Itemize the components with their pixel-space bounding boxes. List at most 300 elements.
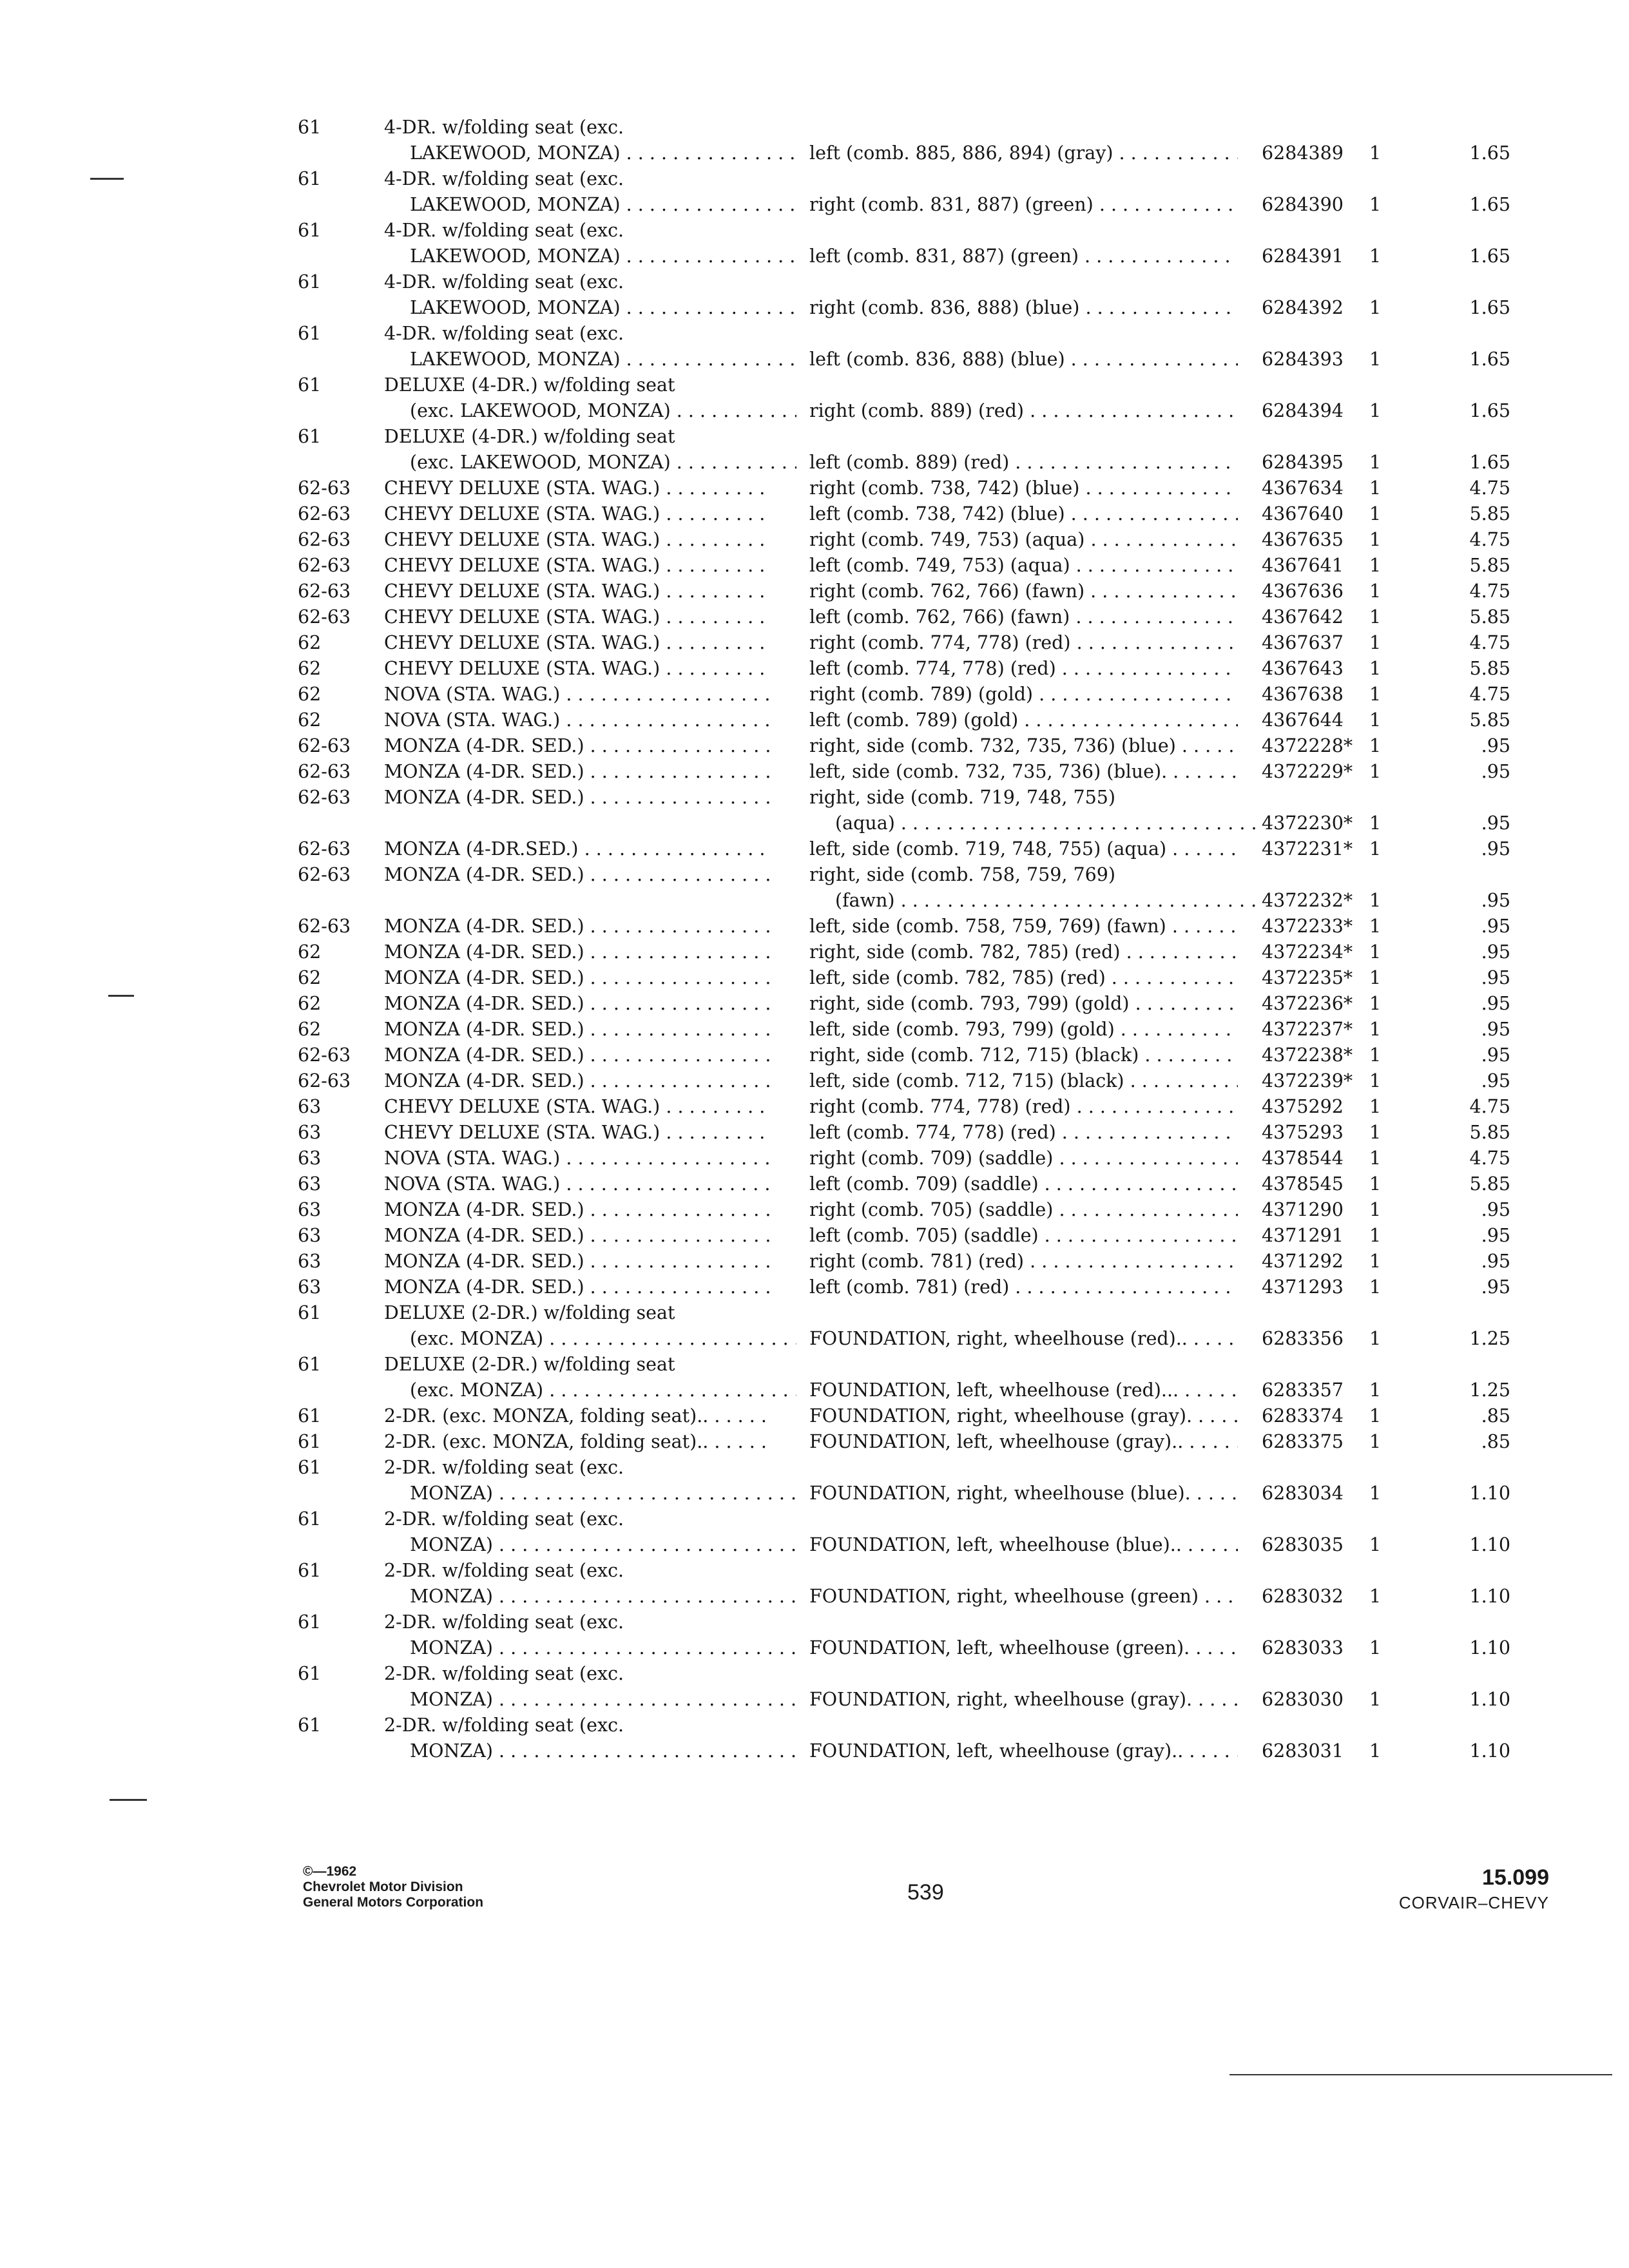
part-description: right, side (comb. 758, 759, 769) bbox=[809, 864, 1115, 885]
model-description: MONZA (4-DR. SED.) . . . bbox=[384, 1043, 771, 1068]
model-description: CHEVY DELUXE (STA. WAG.) . . . bbox=[384, 630, 771, 656]
model-year: 63 bbox=[298, 1096, 322, 1117]
model-year: 62-63 bbox=[298, 1070, 351, 1091]
price: .85 bbox=[1481, 1431, 1510, 1452]
model-year: 61 bbox=[298, 1508, 322, 1530]
model-description: 4-DR. w/folding seat (exc. bbox=[384, 220, 624, 241]
part-description: left (comb. 831, 887) (green) . . . bbox=[809, 244, 1238, 269]
model-year: 62 bbox=[298, 993, 322, 1014]
price: .95 bbox=[1481, 941, 1510, 963]
part-description: FOUNDATION, right, wheelhouse (gray). . . . bbox=[809, 1403, 1238, 1429]
part-description: right (comb. 781) (red) . . . bbox=[809, 1249, 1238, 1274]
part-number: 4367642 bbox=[1262, 606, 1344, 628]
part-number: 6283035 bbox=[1262, 1534, 1344, 1555]
part-number: 4372233* bbox=[1262, 916, 1353, 937]
price: 1.10 bbox=[1469, 1637, 1510, 1658]
part-description: right, side (comb. 782, 785) (red) . . . bbox=[809, 939, 1238, 965]
part-description: left (comb. 774, 778) (red) . . . bbox=[809, 656, 1238, 682]
model-year: 62-63 bbox=[298, 1044, 351, 1066]
part-description: left (comb. 762, 766) (fawn) . . . bbox=[809, 604, 1238, 630]
quantity: 1 bbox=[1369, 709, 1382, 731]
quantity: 1 bbox=[1369, 1379, 1382, 1401]
part-number: 4371293 bbox=[1262, 1276, 1344, 1298]
model-description: 4-DR. w/folding seat (exc. bbox=[384, 117, 624, 138]
price: .95 bbox=[1481, 812, 1510, 834]
model-year: 61 bbox=[298, 323, 322, 344]
model-description: MONZA (4-DR. SED.) . . . bbox=[384, 914, 771, 939]
model-description: CHEVY DELUXE (STA. WAG.) . . . bbox=[384, 553, 771, 579]
part-description: left, side (comb. 758, 759, 769) (fawn) . . . bbox=[809, 914, 1238, 939]
part-number: 4372235* bbox=[1262, 967, 1353, 988]
model-description: NOVA (STA. WAG.) . . . bbox=[384, 1146, 771, 1171]
table-row bbox=[0, 218, 1629, 269]
price: 4.75 bbox=[1469, 529, 1510, 550]
table-row bbox=[0, 1171, 1629, 1197]
price: .95 bbox=[1481, 735, 1510, 756]
part-description: right, side (comb. 793, 799) (gold) . . . bbox=[809, 991, 1238, 1017]
part-number: 4375293 bbox=[1262, 1122, 1344, 1143]
price: .95 bbox=[1481, 1225, 1510, 1246]
quantity: 1 bbox=[1369, 1637, 1382, 1658]
table-row bbox=[0, 1223, 1629, 1249]
model-description: MONZA) . . . bbox=[384, 1532, 796, 1558]
price: 1.65 bbox=[1469, 194, 1510, 215]
model-description: MONZA (4-DR. SED.) . . . bbox=[384, 785, 771, 811]
price: 1.65 bbox=[1469, 245, 1510, 267]
quantity: 1 bbox=[1369, 245, 1382, 267]
model-description: MONZA) . . . bbox=[384, 1738, 796, 1764]
table-row bbox=[0, 1352, 1629, 1403]
price: .95 bbox=[1481, 890, 1510, 911]
table-row bbox=[0, 1249, 1629, 1274]
part-number: 6283375 bbox=[1262, 1431, 1344, 1452]
model-description: MONZA (4-DR. SED.) . . . bbox=[384, 1249, 771, 1274]
part-description: left, side (comb. 732, 735, 736) (blue). . . . bbox=[809, 759, 1238, 785]
quantity: 1 bbox=[1369, 1019, 1382, 1040]
model-description: MONZA (4-DR. SED.) . . . bbox=[384, 1274, 771, 1300]
model-description: MONZA) . . . bbox=[384, 1687, 796, 1713]
part-description: left (comb. 885, 886, 894) (gray) . . . bbox=[809, 140, 1238, 166]
model-description: 2-DR. w/folding seat (exc. bbox=[384, 1611, 624, 1633]
table-row bbox=[0, 682, 1629, 707]
table-row bbox=[0, 115, 1629, 166]
part-description: left, side (comb. 793, 799) (gold) . . . bbox=[809, 1017, 1238, 1043]
model-year: 63 bbox=[298, 1148, 322, 1169]
quantity: 1 bbox=[1369, 1096, 1382, 1117]
corporation-line: General Motors Corporation bbox=[303, 1895, 484, 1910]
quantity: 1 bbox=[1369, 632, 1382, 653]
part-number: 4371292 bbox=[1262, 1251, 1344, 1272]
table-row bbox=[0, 836, 1629, 862]
table-row bbox=[0, 785, 1629, 836]
part-description: right (comb. 762, 766) (fawn) . . . bbox=[809, 579, 1238, 604]
part-description: right (comb. 709) (saddle) . . . bbox=[809, 1146, 1238, 1171]
table-row bbox=[0, 991, 1629, 1017]
part-number: 6284389 bbox=[1262, 142, 1344, 164]
model-description: 4-DR. w/folding seat (exc. bbox=[384, 168, 624, 189]
part-number: 4367643 bbox=[1262, 658, 1344, 679]
quantity: 1 bbox=[1369, 735, 1382, 756]
model-year: 62 bbox=[298, 941, 322, 963]
model-year: 63 bbox=[298, 1173, 322, 1195]
quantity: 1 bbox=[1369, 890, 1382, 911]
price: 1.10 bbox=[1469, 1586, 1510, 1607]
price: 5.85 bbox=[1469, 1173, 1510, 1195]
table-row bbox=[0, 1094, 1629, 1120]
table-row bbox=[0, 501, 1629, 527]
part-number: 4372238* bbox=[1262, 1044, 1353, 1066]
table-row bbox=[0, 579, 1629, 604]
model-year: 61 bbox=[298, 1354, 322, 1375]
scan-mark bbox=[108, 995, 134, 997]
part-number: 6284392 bbox=[1262, 297, 1344, 318]
price: 1.25 bbox=[1469, 1379, 1510, 1401]
part-number: 6283357 bbox=[1262, 1379, 1344, 1401]
price: .95 bbox=[1481, 993, 1510, 1014]
quantity: 1 bbox=[1369, 452, 1382, 473]
part-number: 4372228* bbox=[1262, 735, 1353, 756]
model-description: 2-DR. w/folding seat (exc. bbox=[384, 1560, 624, 1581]
quantity: 1 bbox=[1369, 658, 1382, 679]
table-row bbox=[0, 1661, 1629, 1713]
part-description: left, side (comb. 719, 748, 755) (aqua) . . . bbox=[809, 836, 1238, 862]
model-description: LAKEWOOD, MONZA) . . . bbox=[384, 244, 796, 269]
table-row bbox=[0, 1120, 1629, 1146]
table-row bbox=[0, 707, 1629, 733]
quantity: 1 bbox=[1369, 194, 1382, 215]
model-description: MONZA (4-DR. SED.) . . . bbox=[384, 733, 771, 759]
table-row bbox=[0, 553, 1629, 579]
model-year: 62-63 bbox=[298, 529, 351, 550]
quantity: 1 bbox=[1369, 993, 1382, 1014]
part-number: 4371290 bbox=[1262, 1199, 1344, 1220]
model-description: 2-DR. w/folding seat (exc. bbox=[384, 1663, 624, 1684]
quantity: 1 bbox=[1369, 142, 1382, 164]
table-row bbox=[0, 1713, 1629, 1764]
table-row bbox=[0, 862, 1629, 914]
part-number: 6284394 bbox=[1262, 400, 1344, 421]
part-description: FOUNDATION, left, wheelhouse (green). . . . bbox=[809, 1635, 1238, 1661]
part-description: right (comb. 774, 778) (red) . . . bbox=[809, 1094, 1238, 1120]
model-year: 61 bbox=[298, 374, 322, 396]
table-row bbox=[0, 604, 1629, 630]
quantity: 1 bbox=[1369, 1483, 1382, 1504]
part-number: 4372231* bbox=[1262, 838, 1353, 860]
part-description: right (comb. 831, 887) (green) . . . bbox=[809, 192, 1238, 218]
table-row bbox=[0, 965, 1629, 991]
price: .95 bbox=[1481, 761, 1510, 782]
price: 4.75 bbox=[1469, 1096, 1510, 1117]
price: 1.65 bbox=[1469, 297, 1510, 318]
model-description: NOVA (STA. WAG.) . . . bbox=[384, 707, 771, 733]
quantity: 1 bbox=[1369, 1251, 1382, 1272]
model-description: NOVA (STA. WAG.) . . . bbox=[384, 1171, 771, 1197]
table-row bbox=[0, 656, 1629, 682]
part-description: left, side (comb. 782, 785) (red) . . . bbox=[809, 965, 1238, 991]
quantity: 1 bbox=[1369, 297, 1382, 318]
part-number: 4372230* bbox=[1262, 812, 1353, 834]
part-description: right (comb. 836, 888) (blue) . . . bbox=[809, 295, 1238, 321]
quantity: 1 bbox=[1369, 1148, 1382, 1169]
table-row bbox=[0, 630, 1629, 656]
quantity: 1 bbox=[1369, 1689, 1382, 1710]
model-description: 2-DR. w/folding seat (exc. bbox=[384, 1508, 624, 1530]
part-number: 4367634 bbox=[1262, 477, 1344, 499]
model-year: 61 bbox=[298, 1431, 322, 1452]
model-year: 62-63 bbox=[298, 555, 351, 576]
part-number: 6284391 bbox=[1262, 245, 1344, 267]
part-number: 6283031 bbox=[1262, 1740, 1344, 1762]
model-year: 62-63 bbox=[298, 761, 351, 782]
part-description: FOUNDATION, right, wheelhouse (blue). . . . bbox=[809, 1481, 1238, 1506]
model-description: DELUXE (2-DR.) w/folding seat bbox=[384, 1354, 675, 1375]
part-number: 4372237* bbox=[1262, 1019, 1353, 1040]
price: 1.65 bbox=[1469, 400, 1510, 421]
model-year: 61 bbox=[298, 1560, 322, 1581]
price: 1.65 bbox=[1469, 142, 1510, 164]
model-year: 63 bbox=[298, 1199, 322, 1220]
model-year: 61 bbox=[298, 1611, 322, 1633]
quantity: 1 bbox=[1369, 812, 1382, 834]
table-row bbox=[0, 1146, 1629, 1171]
model-year: 63 bbox=[298, 1225, 322, 1246]
table-row bbox=[0, 424, 1629, 476]
model-description: MONZA (4-DR. SED.) . . . bbox=[384, 1017, 771, 1043]
model-description: MONZA) . . . bbox=[384, 1635, 796, 1661]
model-year: 61 bbox=[298, 1405, 322, 1427]
model-year: 61 bbox=[298, 1302, 322, 1323]
table-row bbox=[0, 1455, 1629, 1506]
table-row bbox=[0, 1300, 1629, 1352]
quantity: 1 bbox=[1369, 1431, 1382, 1452]
page-number: 539 bbox=[907, 1880, 944, 1905]
model-year: 62-63 bbox=[298, 735, 351, 756]
part-description: left (comb. 709) (saddle) . . . bbox=[809, 1171, 1238, 1197]
scan-mark bbox=[90, 178, 124, 180]
part-description: FOUNDATION, left, wheelhouse (gray).. . . . bbox=[809, 1429, 1238, 1455]
part-number: 6283356 bbox=[1262, 1328, 1344, 1349]
quantity: 1 bbox=[1369, 1173, 1382, 1195]
part-number: 4375292 bbox=[1262, 1096, 1344, 1117]
quantity: 1 bbox=[1369, 916, 1382, 937]
part-number: 4372234* bbox=[1262, 941, 1353, 963]
model-year: 63 bbox=[298, 1276, 322, 1298]
table-row bbox=[0, 1043, 1629, 1068]
price: 5.85 bbox=[1469, 658, 1510, 679]
price: 5.85 bbox=[1469, 709, 1510, 731]
model-description: MONZA) . . . bbox=[384, 1481, 796, 1506]
price: 1.10 bbox=[1469, 1534, 1510, 1555]
price: 4.75 bbox=[1469, 581, 1510, 602]
part-description: left (comb. 749, 753) (aqua) . . . bbox=[809, 553, 1238, 579]
model-description: (exc. MONZA) . . . bbox=[384, 1378, 796, 1403]
quantity: 1 bbox=[1369, 1044, 1382, 1066]
model-year: 61 bbox=[298, 271, 322, 293]
quantity: 1 bbox=[1369, 941, 1382, 963]
part-description: FOUNDATION, left, wheelhouse (blue).. . . . bbox=[809, 1532, 1238, 1558]
table-row bbox=[0, 759, 1629, 785]
model-description: (exc. LAKEWOOD, MONZA) . . . bbox=[384, 398, 796, 424]
part-number: 6284390 bbox=[1262, 194, 1344, 215]
model-year: 63 bbox=[298, 1251, 322, 1272]
model-description: CHEVY DELUXE (STA. WAG.) . . . bbox=[384, 579, 771, 604]
price: .85 bbox=[1481, 1405, 1510, 1427]
price: 4.75 bbox=[1469, 632, 1510, 653]
division-line: Chevrolet Motor Division bbox=[303, 1879, 463, 1894]
part-number: 4378544 bbox=[1262, 1148, 1344, 1169]
model-year: 62-63 bbox=[298, 864, 351, 885]
model-year: 62 bbox=[298, 658, 322, 679]
part-description: right (comb. 789) (gold) . . . bbox=[809, 682, 1238, 707]
quantity: 1 bbox=[1369, 1586, 1382, 1607]
quantity: 1 bbox=[1369, 1405, 1382, 1427]
part-description: (aqua) . . . bbox=[809, 811, 1264, 836]
table-row bbox=[0, 914, 1629, 939]
part-number: 4367638 bbox=[1262, 684, 1344, 705]
model-description: (exc. LAKEWOOD, MONZA) . . . bbox=[384, 450, 796, 476]
quantity: 1 bbox=[1369, 349, 1382, 370]
model-year: 62-63 bbox=[298, 916, 351, 937]
quantity: 1 bbox=[1369, 477, 1382, 499]
quantity: 1 bbox=[1369, 503, 1382, 524]
model-description: MONZA (4-DR. SED.) . . . bbox=[384, 862, 771, 888]
model-year: 62 bbox=[298, 684, 322, 705]
model-year: 62-63 bbox=[298, 606, 351, 628]
model-description: CHEVY DELUXE (STA. WAG.) . . . bbox=[384, 527, 771, 553]
part-number: 4372229* bbox=[1262, 761, 1353, 782]
quantity: 1 bbox=[1369, 1276, 1382, 1298]
price: .95 bbox=[1481, 838, 1510, 860]
price: 1.10 bbox=[1469, 1483, 1510, 1504]
part-number: 4371291 bbox=[1262, 1225, 1344, 1246]
table-row bbox=[0, 527, 1629, 553]
model-description: CHEVY DELUXE (STA. WAG.) . . . bbox=[384, 476, 771, 501]
model-description: LAKEWOOD, MONZA) . . . bbox=[384, 295, 796, 321]
price: 1.10 bbox=[1469, 1740, 1510, 1762]
part-description: left (comb. 705) (saddle) . . . bbox=[809, 1223, 1238, 1249]
part-description: left (comb. 781) (red) . . . bbox=[809, 1274, 1238, 1300]
model-year: 61 bbox=[298, 1663, 322, 1684]
part-description: left (comb. 789) (gold) . . . bbox=[809, 707, 1238, 733]
part-description: right (comb. 705) (saddle) . . . bbox=[809, 1197, 1238, 1223]
part-description: FOUNDATION, left, wheelhouse (red)... . . . bbox=[809, 1378, 1238, 1403]
price: 5.85 bbox=[1469, 555, 1510, 576]
part-number: 6284395 bbox=[1262, 452, 1344, 473]
model-description: CHEVY DELUXE (STA. WAG.) . . . bbox=[384, 1094, 771, 1120]
quantity: 1 bbox=[1369, 1199, 1382, 1220]
quantity: 1 bbox=[1369, 581, 1382, 602]
model-description: (exc. MONZA) . . . bbox=[384, 1326, 796, 1352]
price: .95 bbox=[1481, 1019, 1510, 1040]
model-description: DELUXE (4-DR.) w/folding seat bbox=[384, 426, 675, 447]
model-description: MONZA (4-DR.SED.) . . . bbox=[384, 836, 771, 862]
quantity: 1 bbox=[1369, 1328, 1382, 1349]
model-description: MONZA (4-DR. SED.) . . . bbox=[384, 939, 771, 965]
table-row bbox=[0, 269, 1629, 321]
model-description: MONZA) . . . bbox=[384, 1584, 796, 1610]
price: .95 bbox=[1481, 1199, 1510, 1220]
part-number: 6283034 bbox=[1262, 1483, 1344, 1504]
part-number: 4367637 bbox=[1262, 632, 1344, 653]
part-description: right, side (comb. 719, 748, 755) bbox=[809, 787, 1115, 808]
quantity: 1 bbox=[1369, 967, 1382, 988]
price: .95 bbox=[1481, 1070, 1510, 1091]
price: 5.85 bbox=[1469, 503, 1510, 524]
section-name: CORVAIR–CHEVY bbox=[1398, 1893, 1549, 1912]
table-row bbox=[0, 1429, 1629, 1455]
table-row bbox=[0, 1506, 1629, 1558]
table-row bbox=[0, 321, 1629, 372]
model-description: LAKEWOOD, MONZA) . . . bbox=[384, 192, 796, 218]
part-description: FOUNDATION, right, wheelhouse (red).. . . . bbox=[809, 1326, 1238, 1352]
table-row bbox=[0, 1274, 1629, 1300]
table-row bbox=[0, 939, 1629, 965]
part-number: 4378545 bbox=[1262, 1173, 1344, 1195]
quantity: 1 bbox=[1369, 1225, 1382, 1246]
model-description: LAKEWOOD, MONZA) . . . bbox=[384, 347, 796, 372]
part-description: right (comb. 889) (red) . . . bbox=[809, 398, 1238, 424]
part-description: FOUNDATION, right, wheelhouse (green) . . . bbox=[809, 1584, 1238, 1610]
quantity: 1 bbox=[1369, 400, 1382, 421]
part-number: 6283032 bbox=[1262, 1586, 1344, 1607]
price: 1.10 bbox=[1469, 1689, 1510, 1710]
quantity: 1 bbox=[1369, 684, 1382, 705]
table-row bbox=[0, 166, 1629, 218]
model-description: 2-DR. (exc. MONZA, folding seat).. . . . bbox=[384, 1429, 771, 1455]
model-description: 2-DR. w/folding seat (exc. bbox=[384, 1715, 624, 1736]
scan-mark bbox=[110, 1799, 147, 1801]
price: 1.65 bbox=[1469, 452, 1510, 473]
price: 1.65 bbox=[1469, 349, 1510, 370]
table-row bbox=[0, 1068, 1629, 1094]
model-year: 61 bbox=[298, 168, 322, 189]
model-year: 62-63 bbox=[298, 477, 351, 499]
model-year: 62 bbox=[298, 709, 322, 731]
model-description: CHEVY DELUXE (STA. WAG.) . . . bbox=[384, 656, 771, 682]
model-year: 62-63 bbox=[298, 581, 351, 602]
table-row bbox=[0, 1610, 1629, 1661]
price: 4.75 bbox=[1469, 684, 1510, 705]
quantity: 1 bbox=[1369, 1740, 1382, 1762]
part-description: left, side (comb. 712, 715) (black) . . . bbox=[809, 1068, 1238, 1094]
quantity: 1 bbox=[1369, 1122, 1382, 1143]
model-description: CHEVY DELUXE (STA. WAG.) . . . bbox=[384, 604, 771, 630]
model-description: MONZA (4-DR. SED.) . . . bbox=[384, 759, 771, 785]
model-description: 4-DR. w/folding seat (exc. bbox=[384, 271, 624, 293]
part-number: 4367636 bbox=[1262, 581, 1344, 602]
price: .95 bbox=[1481, 967, 1510, 988]
part-number: 6284393 bbox=[1262, 349, 1344, 370]
part-number: 4372239* bbox=[1262, 1070, 1353, 1091]
table-row bbox=[0, 733, 1629, 759]
part-number: 4367644 bbox=[1262, 709, 1344, 731]
model-year: 62 bbox=[298, 1019, 322, 1040]
price: .95 bbox=[1481, 1044, 1510, 1066]
model-description: CHEVY DELUXE (STA. WAG.) . . . bbox=[384, 1120, 771, 1146]
price: 5.85 bbox=[1469, 606, 1510, 628]
model-description: DELUXE (4-DR.) w/folding seat bbox=[384, 374, 675, 396]
model-year: 61 bbox=[298, 220, 322, 241]
part-description: right (comb. 749, 753) (aqua) . . . bbox=[809, 527, 1238, 553]
part-description: FOUNDATION, right, wheelhouse (gray). . . . bbox=[809, 1687, 1238, 1713]
model-year: 62-63 bbox=[298, 503, 351, 524]
part-description: left (comb. 738, 742) (blue) . . . bbox=[809, 501, 1238, 527]
table-row bbox=[0, 1403, 1629, 1429]
model-description: 4-DR. w/folding seat (exc. bbox=[384, 323, 624, 344]
model-description: 2-DR. (exc. MONZA, folding seat).. . . . bbox=[384, 1403, 771, 1429]
model-description: NOVA (STA. WAG.) . . . bbox=[384, 682, 771, 707]
part-description: left (comb. 836, 888) (blue) . . . bbox=[809, 347, 1238, 372]
